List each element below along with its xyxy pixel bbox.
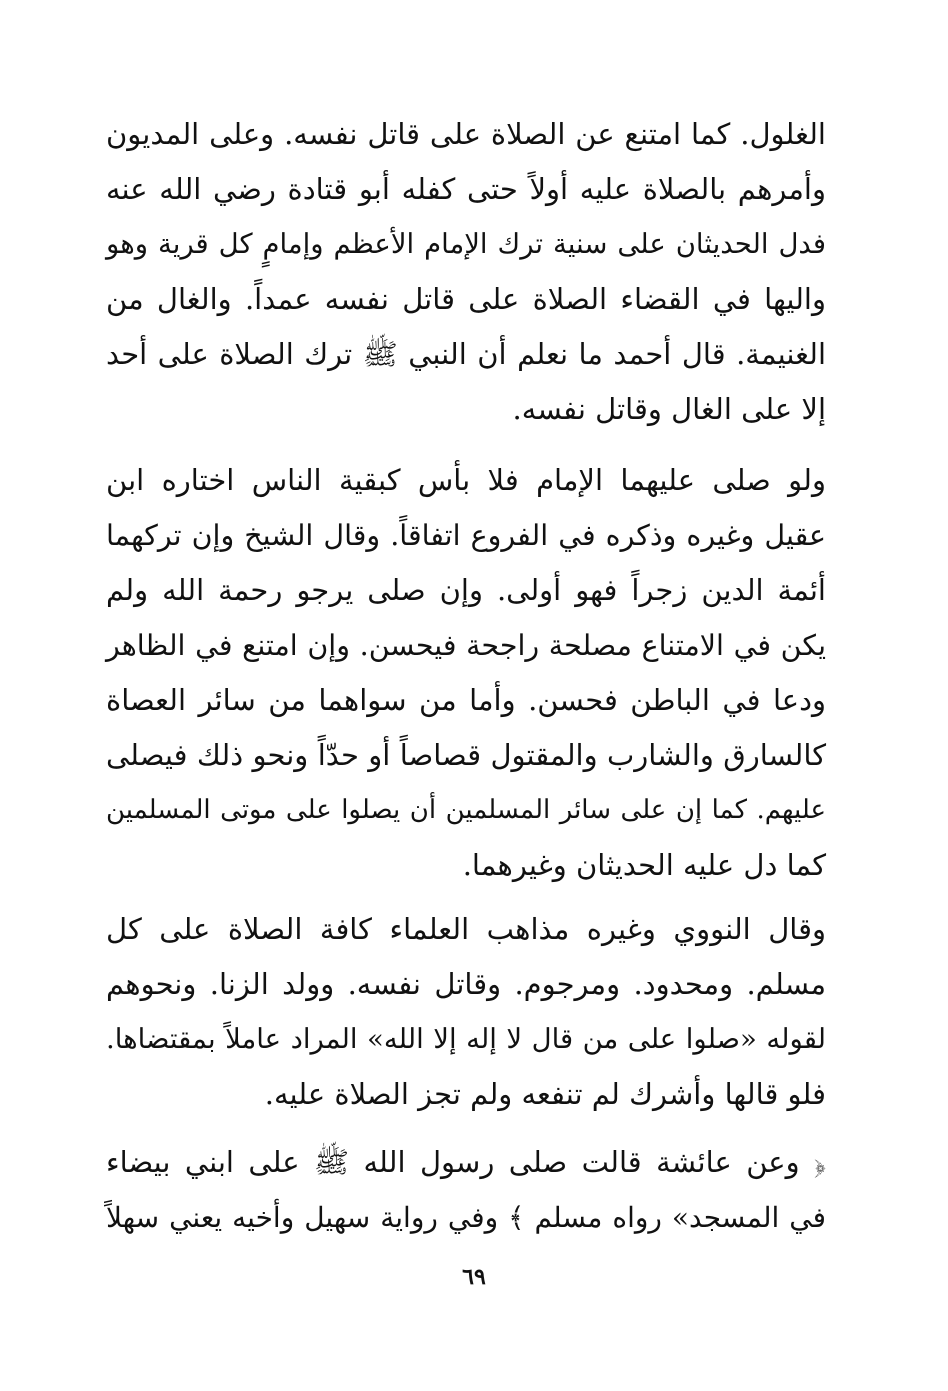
text-line: الغلول. كما امتنع عن الصلاة على قاتل نفسه. وعلى المديون — [106, 117, 826, 151]
text-line: مسلم. ومحدود. ومرجوم. وقاتل نفسه. وولد الزنا. ونحوهم — [106, 967, 826, 1001]
paragraph-3 — [106, 902, 826, 1122]
text-line: ودعا في الباطن فحسن. وأما من سواهما من سائر العصاة — [106, 683, 826, 717]
text-line: إلا على الغال وقاتل نفسه. — [512, 392, 826, 426]
text-line: وقال النووي وغيره مذاهب العلماء كافة الصلاة على كل — [106, 912, 826, 946]
text-line: يكن في الامتناع مصلحة راجحة فيحسن. وإن امتنع في الظاهر — [106, 629, 826, 662]
text-line: عقيل وغيره وذكره في الفروع اتفاقاً. وقال الشيخ وإن تركهما — [106, 519, 826, 552]
text-line: كما دل عليه الحديثان وغيرهما. — [462, 848, 826, 882]
text-line: عليهم. كما إن على سائر المسلمين أن يصلوا على موتى المسلمين — [106, 795, 826, 825]
paragraph-4 — [106, 1135, 826, 1245]
text-line: الغنيمة. قال أحمد ما نعلم أن النبي ﷺ ترك الصلاة على أحد — [106, 337, 826, 371]
paragraph-2 — [106, 453, 826, 893]
text-line: واليها في القضاء الصلاة على قاتل نفسه عمداً. والغال من — [106, 282, 826, 316]
text-line: أئمة الدين زجراً فهو أولى. وإن صلى يرجو رحمة الله ولم — [106, 573, 826, 607]
text-line: فدل الحديثان على سنية ترك الإمام الأعظم وإمامٍ كل قرية وهو — [106, 228, 826, 260]
text-line: ولو صلى عليهما الإمام فلا بأس كبقية الناس اختاره ابن — [106, 463, 826, 497]
text-line: في المسجد» رواه مسلم ﴾ وفي رواية سهيل وأخيه يعني سهلاً — [106, 1201, 826, 1234]
paragraph-1 — [106, 107, 826, 437]
text-line: كالسارق والشارب والمقتول قصاصاً أو حدّاً ونحو ذلك فيصلى — [106, 738, 826, 772]
text-line: لقوله «صلوا على من قال لا إله إلا الله» المراد عاملاً بمقتضاها. — [106, 1023, 826, 1055]
text-line: وأمرهم بالصلاة عليه أولاً حتى كفله أبو قتادة رضي الله عنه — [106, 172, 826, 206]
text-line: فلو قالها وأشرك لم تنفعه ولم تجز الصلاة عليه. — [264, 1077, 826, 1111]
page-number: ٦٩ — [462, 1264, 486, 1290]
text-line: ﴿ وعن عائشة قالت صلى رسول الله ﷺ على ابني بيضاء — [106, 1145, 826, 1179]
